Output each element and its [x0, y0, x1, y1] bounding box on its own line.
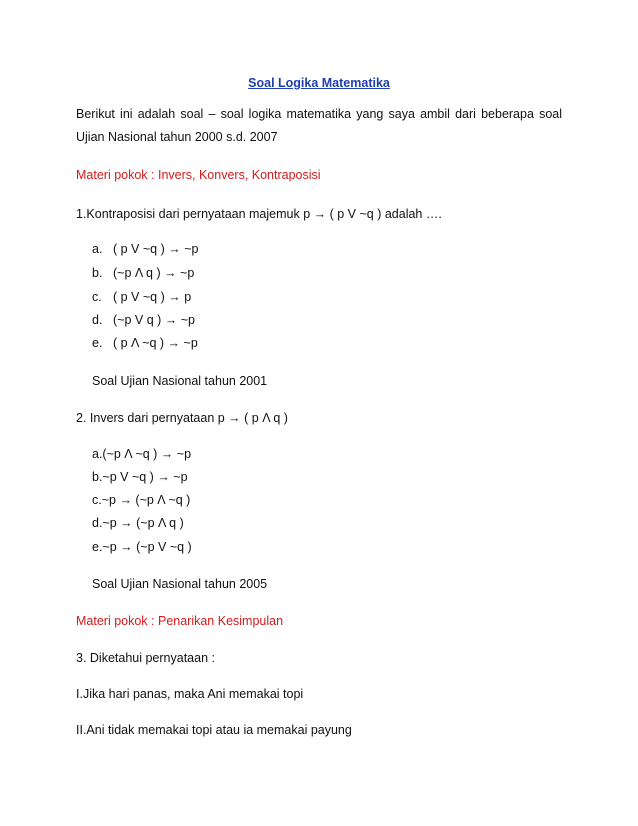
- option-text: ( p Λ ~q ) → ~p: [113, 336, 198, 350]
- question-3: 3. Diketahui pernyataan :: [76, 651, 215, 665]
- q1-option-b: [92, 265, 194, 281]
- section-heading-kesimpulan: Materi pokok : Penarikan Kesimpulan: [76, 614, 284, 628]
- q2-option-e: e.~p → (~p V ~q ): [92, 540, 192, 554]
- document-title: Soal Logika Matematika: [248, 76, 390, 90]
- q3-statement-2: II.Ani tidak memakai topi atau ia memakai payung: [76, 723, 352, 737]
- q1-option-a: [92, 241, 198, 257]
- q2-option-a: a.(~p Λ ~q ) → ~p: [92, 447, 192, 461]
- option-text: ( p V ~q ) → ~p: [113, 242, 199, 256]
- q1-option-e: [92, 335, 198, 351]
- q2-source: Soal Ujian Nasional tahun 2005: [92, 577, 268, 591]
- q1-option-c: [92, 289, 191, 305]
- section-heading-invers: Materi pokok : Invers, Konvers, Kontraposisi: [76, 168, 321, 182]
- question-1: 1.Kontraposisi dari pernyataan majemuk p → ( p V ~q ) adalah ….: [76, 207, 442, 221]
- q2-option-c: c.~p → (~p Λ ~q ): [92, 493, 191, 507]
- q1-source: Soal Ujian Nasional tahun 2001: [92, 374, 268, 388]
- q3-statement-1: I.Jika hari panas, maka Ani memakai topi: [76, 687, 304, 701]
- q1-option-d: [92, 312, 195, 328]
- option-text: ( p V ~q ) → p: [113, 290, 192, 304]
- option-letter: e.: [92, 336, 103, 350]
- option-letter: a.: [92, 242, 103, 256]
- question-2: 2. Invers dari pernyataan p → ( p Λ q ): [76, 411, 288, 425]
- option-text: (~p V q ) → ~p: [113, 313, 195, 327]
- q2-option-d: d.~p → (~p Λ q ): [92, 516, 184, 530]
- option-letter: d.: [92, 313, 103, 327]
- option-text: (~p Λ q ) → ~p: [113, 266, 195, 280]
- q2-option-b: b.~p V ~q ) → ~p: [92, 470, 188, 484]
- intro-paragraph: Berikut ini adalah soal – soal logika matematika yang saya ambil dari beberapa soal Ujian Nasional tahun 2000 s.d. 2007: [76, 107, 562, 144]
- option-letter: b.: [92, 266, 103, 280]
- option-letter: c.: [92, 290, 102, 304]
